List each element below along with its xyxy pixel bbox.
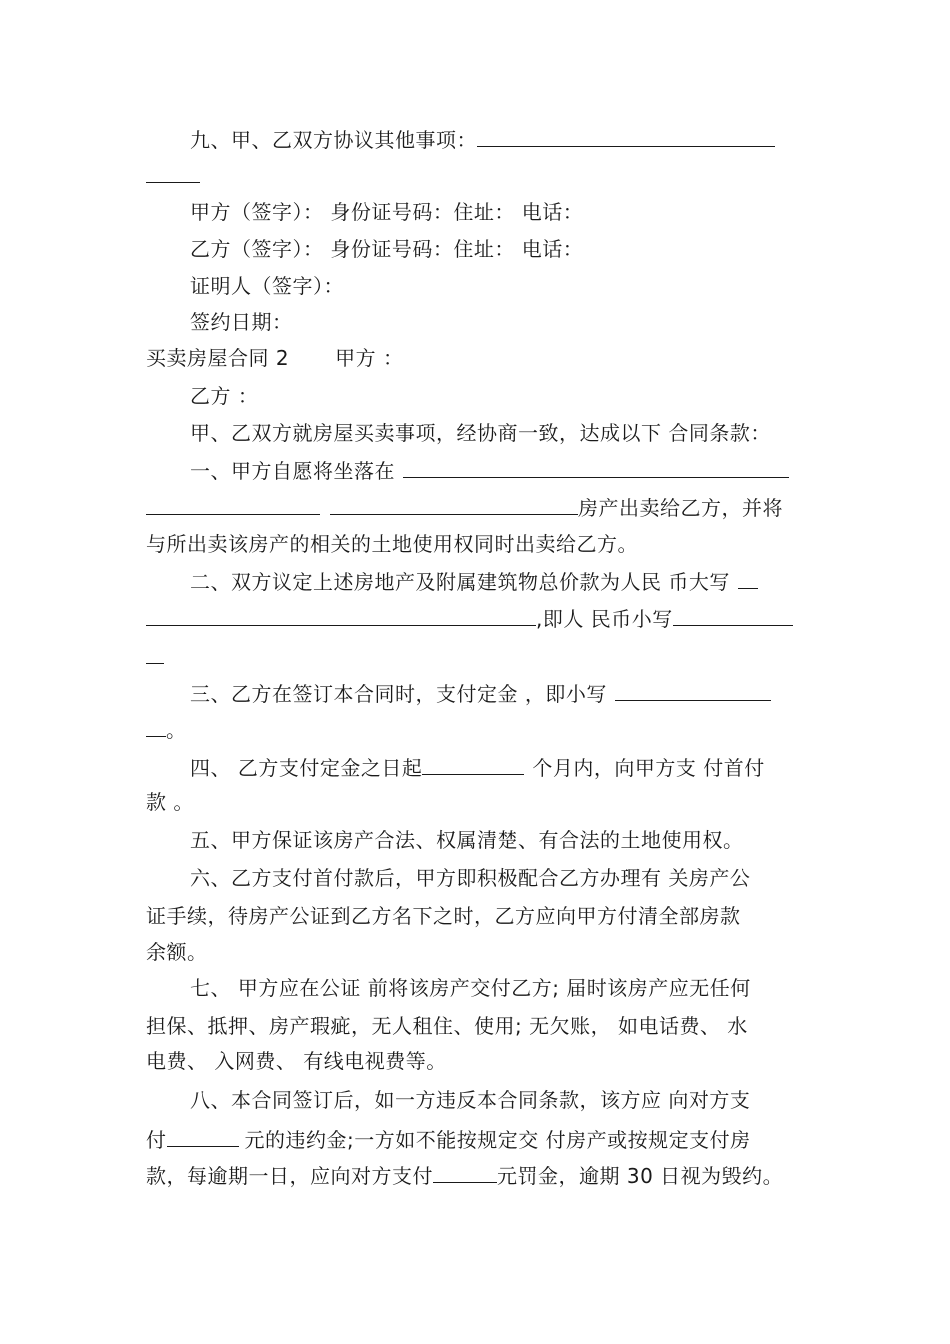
clause-2-cont-line — [146, 605, 793, 631]
price-words-blank-2 — [146, 605, 536, 626]
daily-fine-blank — [433, 1162, 497, 1183]
clause-1-end-line: 与所出卖该房产的相关的土地使用权同时出卖给乙方。 — [146, 532, 638, 556]
clause-1-cont-text: 房产出卖给乙方，并将 — [578, 496, 783, 520]
clause-4-text: 四、 乙方支付定金之日起 — [190, 756, 423, 780]
clause-8-cont-line — [146, 1126, 751, 1152]
deposit-blank — [615, 680, 771, 701]
penalty-blank — [167, 1126, 239, 1147]
price-figures-blank — [673, 605, 793, 626]
months-blank — [422, 754, 524, 775]
clause-6-end-line: 余额。 — [146, 940, 208, 964]
clause-5-line: 五、甲方保证该房产合法、权属清楚、有合法的土地使用权。 — [190, 828, 744, 852]
clause-7-line: 七、 甲方应在公证 前将该房产交付乙方; 届时该房产应无任何 — [190, 976, 751, 1000]
clause-6-cont-line: 证手续，待房产公证到乙方名下之时，乙方应向甲方付清全部房款 — [146, 904, 741, 928]
contract-2-heading-line — [146, 346, 403, 370]
property-location-blank-3 — [330, 494, 578, 515]
clause-8-line: 八、本合同签订后，如一方违反本合同条款，该方应 向对方支 — [190, 1088, 751, 1112]
clause-1-text: 一、甲方自愿将坐落在 — [190, 459, 395, 483]
clause-2-cont-text: ,即人 民币小写 — [536, 607, 673, 631]
clause-1-cont-line — [146, 494, 783, 520]
party-b-label: 乙方 ： — [190, 384, 259, 408]
property-location-blank-2 — [146, 494, 320, 515]
clause-9-line — [190, 126, 775, 152]
clause-8-end-line — [146, 1162, 783, 1188]
clause-8-cont-text: 元的违约金;一方如不能按规定交 付房产或按规定支付房 — [244, 1128, 751, 1152]
clause-4-text-2: 个月内，向甲方支 付首付 — [532, 756, 765, 780]
clause-2-line — [190, 568, 758, 594]
preamble-line: 甲、乙双方就房屋买卖事项，经协商一致，达成以下 合同条款： — [190, 421, 771, 445]
clause-9-blank — [477, 126, 775, 147]
clause-3-text: 三、乙方在签订本合同时，支付定金 ，即小写 — [190, 682, 607, 706]
party-a-signature-line: 甲方（签字）： 身份证号码：住址： 电话： — [190, 200, 584, 224]
clause-2-blank-cont-line — [146, 643, 164, 669]
clause-3-line — [190, 680, 771, 706]
clause-8-end-text: 元罚金，逾期 30 日视为毁约。 — [497, 1164, 784, 1188]
party-a-label: 甲方 ： — [335, 346, 404, 370]
clause-7-cont-line: 担保、抵押、房产瑕疵，无人租住、使用; 无欠账， 如电话费、 水 — [146, 1014, 748, 1038]
clause-3-end: 。 — [166, 718, 187, 742]
clause-4-line — [190, 754, 765, 780]
price-figures-blank-2 — [146, 643, 164, 664]
clause-8-pay-text: 付 — [146, 1128, 167, 1152]
property-location-blank — [403, 457, 789, 478]
price-words-blank — [738, 568, 758, 589]
clause-4-end-line: 款 。 — [146, 790, 194, 814]
clause-7-end-line: 电费、 入网费、 有线电视费等。 — [146, 1049, 447, 1073]
witness-signature-line: 证明人（签字）： — [190, 274, 344, 298]
clause-8-daily-text: 款，每逾期一日，应向对方支付 — [146, 1164, 433, 1188]
party-b-signature-line: 乙方（签字）： 身份证号码：住址： 电话： — [190, 237, 584, 261]
clause-6-line: 六、乙方支付首付款后，甲方即积极配合乙方办理有 关房产公 — [190, 866, 751, 890]
clause-9-blank-cont-line — [146, 162, 200, 188]
clause-2-text: 二、双方议定上述房地产及附属建筑物总价款为人民 币大写 — [190, 570, 730, 594]
deposit-blank-2 — [146, 716, 166, 737]
signing-date-line: 签约日期： — [190, 310, 293, 334]
clause-1-line — [190, 457, 789, 483]
contract-2-title: 买卖房屋合同 2 — [146, 346, 290, 370]
clause-9-text: 九、甲、乙双方协议其他事项： — [190, 128, 477, 152]
clause-3-cont-line — [146, 716, 187, 742]
clause-9-blank-cont — [146, 162, 200, 183]
